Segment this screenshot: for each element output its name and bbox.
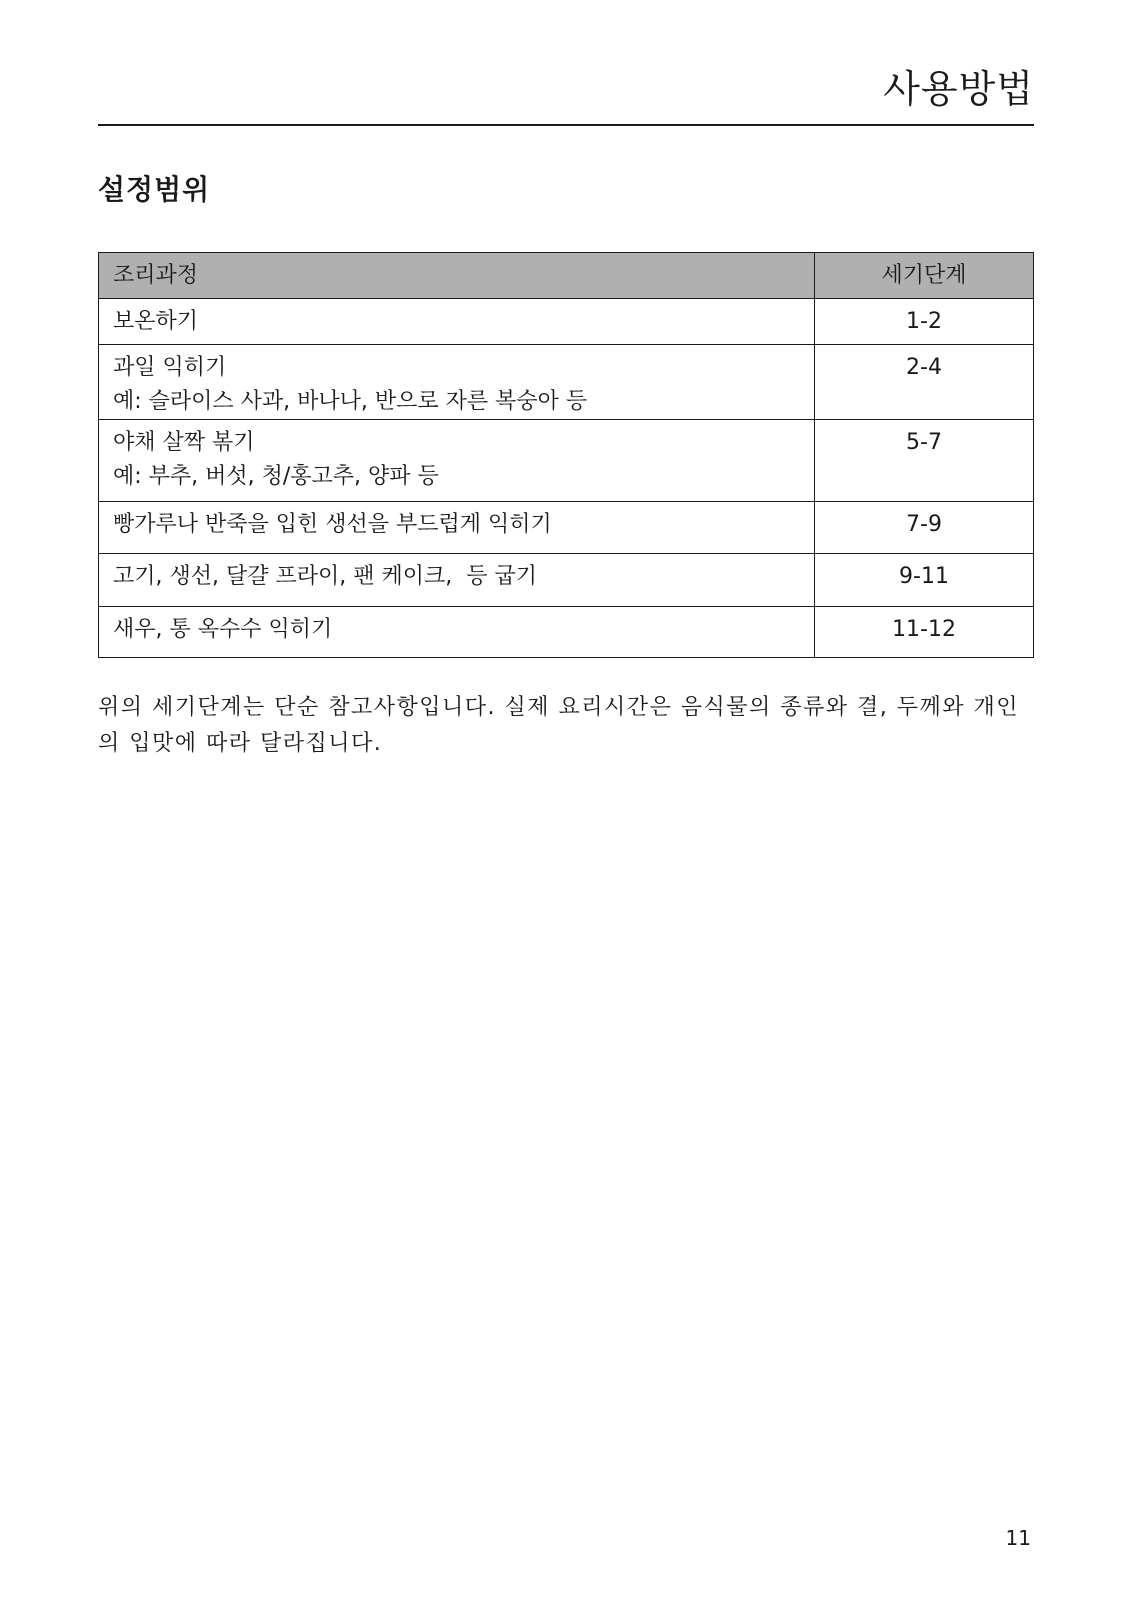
reference-note: 위의 세기단계는 단순 참고사항입니다. 실제 요리시간은 음식물의 종류와 결, 두께와 개인의 입맛에 따라 달라집니다.: [98, 695, 1019, 756]
process-cell: [99, 607, 815, 658]
power-level-table: [98, 252, 1034, 658]
table-row: [99, 607, 1034, 658]
process-example: 예: 슬라이스 사과, 바나나, 반으로 자른 복숭아 등: [113, 389, 588, 414]
process-label: 과일 익히기: [113, 355, 227, 380]
process-cell: [99, 554, 815, 607]
column-header-level: 세기단계: [815, 253, 1034, 299]
table-row: [99, 345, 1034, 420]
level-cell: 2-4: [815, 345, 1034, 420]
table-row: [99, 502, 1034, 554]
table-header-row: [99, 253, 1034, 299]
process-cell: [99, 420, 815, 502]
process-cell: [99, 299, 815, 345]
page-header-title: 사용방법: [883, 67, 1034, 111]
level-cell: 11-12: [815, 607, 1034, 658]
column-header-process: 조리과정: [99, 253, 815, 299]
level-cell: 7-9: [815, 502, 1034, 554]
level-cell: 1-2: [815, 299, 1034, 345]
process-label: 보온하기: [113, 309, 199, 334]
process-cell: [99, 345, 815, 420]
process-label: 새우, 통 옥수수 익히기: [113, 617, 333, 642]
process-label: 야채 살짝 볶기: [113, 430, 255, 455]
table-row: [99, 420, 1034, 502]
table-row: [99, 554, 1034, 607]
process-label: 고기, 생선, 달걀 프라이, 팬 케이크, 등 굽기: [113, 564, 537, 589]
page-number: 11: [1005, 1526, 1031, 1550]
level-cell: 5-7: [815, 420, 1034, 502]
table-row: [99, 299, 1034, 345]
process-example: 예: 부추, 버섯, 청/홍고추, 양파 등: [113, 464, 439, 489]
process-label: 빵가루나 반죽을 입힌 생선을 부드럽게 익히기: [113, 512, 552, 537]
process-cell: [99, 502, 815, 554]
header-divider: [98, 124, 1034, 126]
level-cell: 9-11: [815, 554, 1034, 607]
section-title: 설정범위: [98, 173, 211, 206]
